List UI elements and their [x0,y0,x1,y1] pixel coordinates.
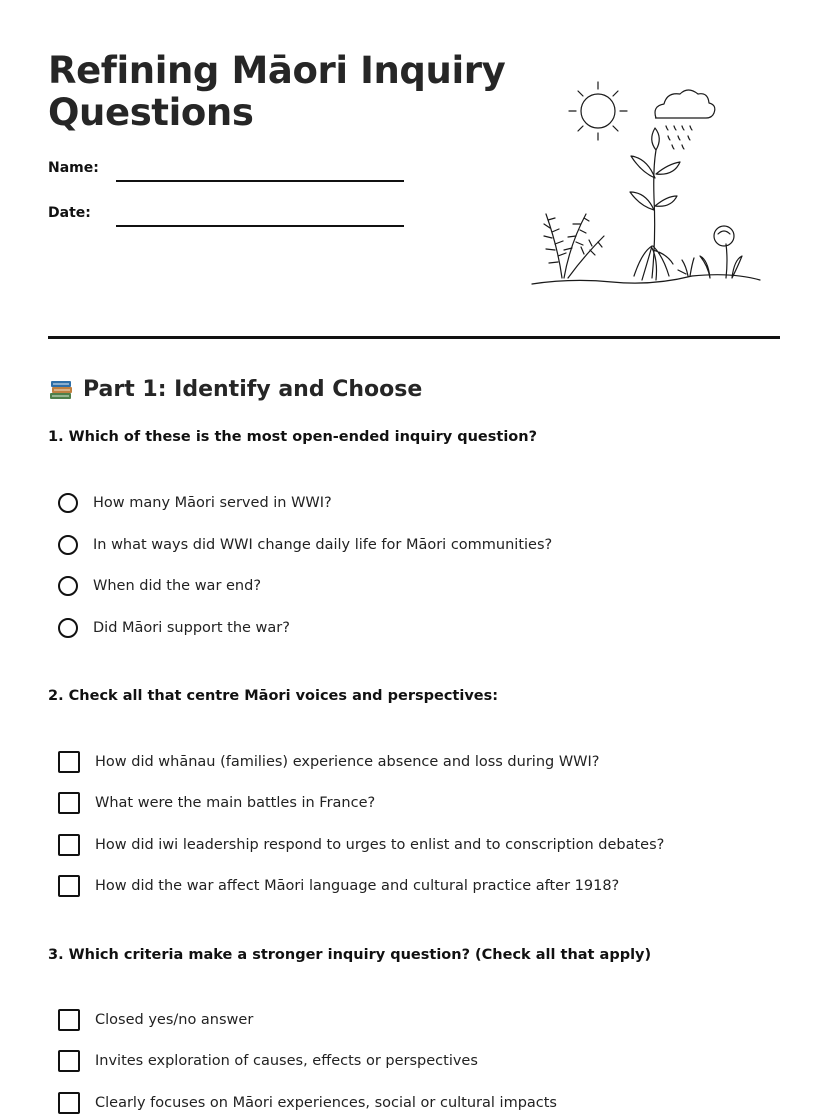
q1-option-3[interactable] [58,574,261,598]
q1-option-4[interactable] [58,616,290,640]
header-divider [48,336,780,339]
rain-cloud-icon [655,90,715,149]
checkbox[interactable] [58,1050,80,1072]
checkbox[interactable] [58,875,80,897]
seedpod-icon [678,226,742,278]
q3-option-2[interactable] [58,1049,478,1073]
option-label: In what ways did WWI change daily life for Māori communities? [93,537,553,553]
radio-button[interactable] [58,618,78,638]
radio-button[interactable] [58,493,78,513]
question-3: 3. Which criteria make a stronger inquiry question? (Check all that apply) [48,947,652,963]
books-icon [48,376,74,402]
name-label: Name: [48,160,99,176]
option-label: Did Māori support the war? [93,620,290,636]
option-label: Invites exploration of causes, effects or perspectives [95,1053,478,1069]
section-heading [48,374,422,404]
checkbox[interactable] [58,792,80,814]
q2-option-2[interactable] [58,791,375,815]
date-label: Date: [48,205,91,221]
checkbox[interactable] [58,1009,80,1031]
question-2: 2. Check all that centre Māori voices and perspectives: [48,688,499,704]
option-label: How did iwi leadership respond to urges to enlist and to conscription debates? [95,837,665,853]
option-label: Closed yes/no answer [95,1012,254,1028]
radio-button[interactable] [58,535,78,555]
q2-option-4[interactable] [58,874,619,898]
q2-option-1[interactable] [58,750,599,774]
q3-option-1[interactable] [58,1008,253,1032]
option-label: How did whānau (families) experience absence and loss during WWI? [95,754,600,770]
nature-illustration [528,78,764,298]
q2-option-3[interactable] [58,833,664,857]
sun-icon [569,82,627,140]
q1-option-1[interactable] [58,491,332,515]
option-label: What were the main battles in France? [95,795,376,811]
option-label: Clearly focuses on Māori experiences, social or cultural impacts [95,1095,557,1111]
q1-option-2[interactable] [58,533,552,557]
date-field[interactable] [116,225,404,227]
option-label: How many Māori served in WWI? [93,495,332,511]
sprout-icon [630,128,680,280]
section-title: Part 1: Identify and Choose [83,376,423,402]
page-title: Refining Māori Inquiry Questions [48,49,506,134]
option-label: When did the war end? [93,578,262,594]
checkbox[interactable] [58,1092,80,1114]
option-label: How did the war affect Māori language and cultural practice after 1918? [95,878,620,894]
name-field[interactable] [116,180,404,182]
radio-button[interactable] [58,576,78,596]
checkbox[interactable] [58,834,80,856]
checkbox[interactable] [58,751,80,773]
fern-icon [544,214,604,278]
q3-option-3[interactable] [58,1091,557,1115]
question-1: 1. Which of these is the most open-ended inquiry question? [48,429,537,445]
